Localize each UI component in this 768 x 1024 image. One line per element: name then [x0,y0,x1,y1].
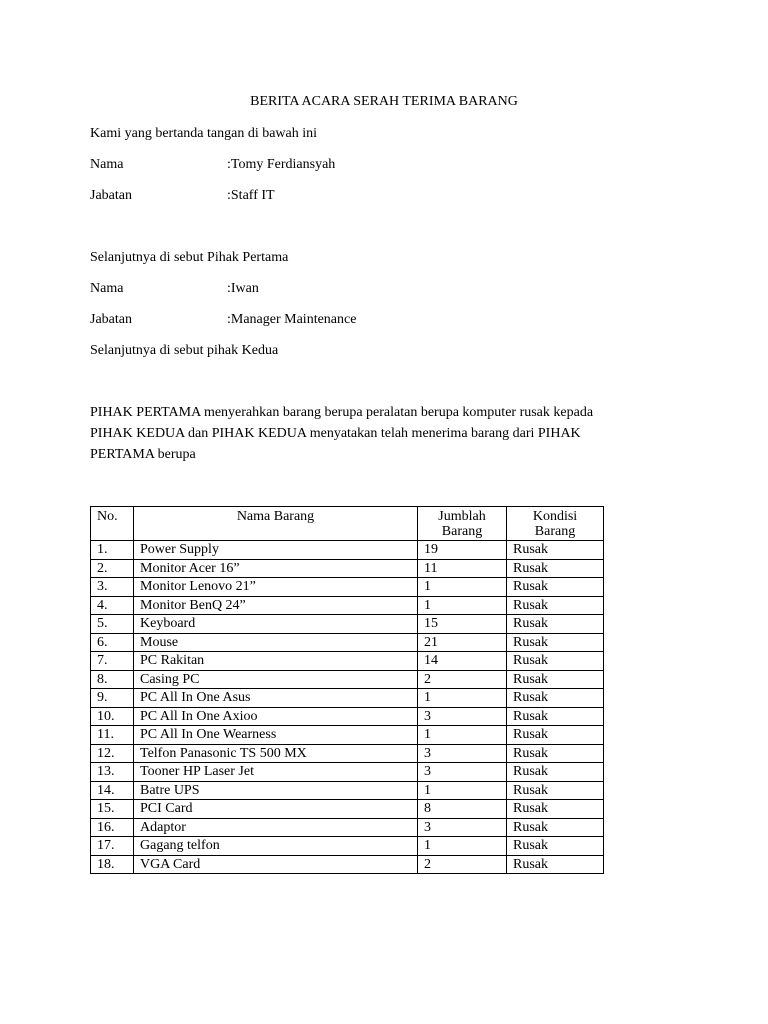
cell-condition: Rusak [507,670,604,689]
cell-no: 13. [91,763,134,782]
cell-no: 1. [91,541,134,560]
cell-condition: Rusak [507,800,604,819]
cell-qty: 11 [418,559,507,578]
cell-condition: Rusak [507,578,604,597]
items-table [90,506,604,874]
party2-name-value: :Iwan [227,281,259,296]
table-row [91,837,604,856]
party1-note: Selanjutnya di sebut Pihak Pertama [90,250,289,265]
header-qty [418,507,507,541]
cell-qty: 1 [418,837,507,856]
table-row [91,578,604,597]
statement-line-2: PIHAK KEDUA dan PIHAK KEDUA menyatakan telah menerima barang dari PIHAK [90,426,581,441]
cell-qty: 21 [418,633,507,652]
cell-condition: Rusak [507,615,604,634]
cell-name: Mouse [134,633,418,652]
cell-qty: 2 [418,670,507,689]
statement-line-1: PIHAK PERTAMA menyerahkan barang berupa peralatan berupa komputer rusak kepada [90,405,594,420]
cell-condition: Rusak [507,541,604,560]
cell-no: 3. [91,578,134,597]
cell-qty: 1 [418,596,507,615]
cell-no: 7. [91,652,134,671]
cell-no: 14. [91,781,134,800]
statement-paragraph [90,402,650,465]
cell-qty: 1 [418,781,507,800]
table-row [91,818,604,837]
cell-qty: 3 [418,763,507,782]
table-row [91,744,604,763]
cell-no: 11. [91,726,134,745]
table-row [91,800,604,819]
cell-name: Telfon Panasonic TS 500 MX [134,744,418,763]
cell-condition: Rusak [507,855,604,874]
table-row [91,615,604,634]
header-no: No. [91,507,134,541]
cell-condition: Rusak [507,596,604,615]
cell-name: VGA Card [134,855,418,874]
cell-condition: Rusak [507,818,604,837]
table-row [91,633,604,652]
cell-name: PC Rakitan [134,652,418,671]
table-row [91,596,604,615]
header-qty-line2: Barang [441,524,483,539]
cell-name: PCI Card [134,800,418,819]
cell-no: 10. [91,707,134,726]
intro-text: Kami yang bertanda tangan di bawah ini [90,126,318,141]
party2-position-label: Jabatan [90,312,132,327]
table-row [91,559,604,578]
cell-name: PC All In One Wearness [134,726,418,745]
party2-name-label: Nama [90,281,124,296]
cell-no: 18. [91,855,134,874]
cell-condition: Rusak [507,689,604,708]
party1-name-value: :Tomy Ferdiansyah [227,157,336,172]
cell-qty: 15 [418,615,507,634]
table-row [91,689,604,708]
cell-no: 17. [91,837,134,856]
cell-name: Power Supply [134,541,418,560]
cell-name: PC All In One Asus [134,689,418,708]
table-row [91,670,604,689]
statement-line-3: PERTAMA berupa [90,447,196,462]
table-row [91,781,604,800]
cell-name: Monitor BenQ 24” [134,596,418,615]
table-row [91,541,604,560]
party1-position-label: Jabatan [90,188,132,203]
header-cond-line2: Barang [534,524,576,539]
cell-condition: Rusak [507,837,604,856]
cell-condition: Rusak [507,652,604,671]
cell-name: PC All In One Axioo [134,707,418,726]
cell-qty: 3 [418,707,507,726]
cell-name: Monitor Lenovo 21” [134,578,418,597]
cell-qty: 1 [418,689,507,708]
cell-qty: 2 [418,855,507,874]
header-name: Nama Barang [134,507,418,541]
cell-condition: Rusak [507,633,604,652]
cell-no: 9. [91,689,134,708]
table-header-row [91,507,604,541]
party2-note: Selanjutnya di sebut pihak Kedua [90,343,279,358]
cell-condition: Rusak [507,744,604,763]
header-condition [507,507,604,541]
cell-qty: 8 [418,800,507,819]
party2-position-value: :Manager Maintenance [227,312,357,327]
table-row [91,763,604,782]
cell-name: Casing PC [134,670,418,689]
header-qty-line1: Jumblah [438,509,486,524]
cell-no: 12. [91,744,134,763]
table-row [91,726,604,745]
cell-no: 6. [91,633,134,652]
cell-qty: 19 [418,541,507,560]
cell-no: 4. [91,596,134,615]
cell-qty: 1 [418,578,507,597]
table-row [91,652,604,671]
document-title: BERITA ACARA SERAH TERIMA BARANG [250,94,518,109]
party1-position-value: :Staff IT [227,188,275,203]
table-body [91,541,604,874]
cell-condition: Rusak [507,781,604,800]
table-row [91,855,604,874]
cell-name: Batre UPS [134,781,418,800]
cell-qty: 1 [418,726,507,745]
cell-qty: 3 [418,818,507,837]
cell-no: 16. [91,818,134,837]
cell-name: Tooner HP Laser Jet [134,763,418,782]
cell-name: Monitor Acer 16” [134,559,418,578]
header-cond-line1: Kondisi [532,509,578,524]
cell-no: 2. [91,559,134,578]
cell-no: 5. [91,615,134,634]
cell-no: 8. [91,670,134,689]
cell-qty: 14 [418,652,507,671]
cell-name: Adaptor [134,818,418,837]
cell-qty: 3 [418,744,507,763]
cell-name: Gagang telfon [134,837,418,856]
cell-condition: Rusak [507,559,604,578]
cell-condition: Rusak [507,763,604,782]
table-row [91,707,604,726]
party1-name-label: Nama [90,157,124,172]
cell-condition: Rusak [507,707,604,726]
cell-condition: Rusak [507,726,604,745]
cell-no: 15. [91,800,134,819]
cell-name: Keyboard [134,615,418,634]
